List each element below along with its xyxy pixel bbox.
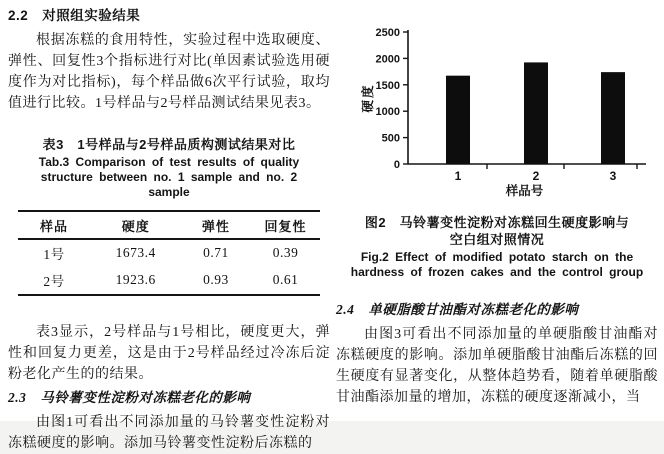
table3 [18, 210, 321, 296]
table3-header-cell: 样品 [18, 211, 91, 239]
left-column [8, 6, 330, 454]
table3-discussion-paragraph: 表3显示，2号样品与1号相比，硬度更大，弹性和回复力更差，这是由于2号样品经过冷冻后淀粉老化产生的的结果。 [8, 325, 330, 382]
table3-row [18, 267, 321, 295]
x-tick-label: 3 [609, 169, 617, 183]
section-2-2-paragraph: 根据冻糕的食用特性，实验过程中选取硬度、弹性、回复性3个指标进行对比(单因素试验选用硬度作为对比指标)，每个样品做6次平行试验，取均值进行比较。1号样品与2号样品测试结果见表3。 [8, 33, 330, 111]
y-tick-label: 0 [393, 159, 400, 171]
x-tick-label: 1 [454, 169, 462, 183]
y-tick-label: 1000 [375, 106, 400, 119]
table3-cell: 1673.4 [115, 245, 156, 260]
table3-header-cell: 硬度 [90, 211, 181, 239]
y-tick-label: 1500 [375, 79, 400, 92]
figure2-bar-chart [336, 18, 658, 200]
table3-caption-en: Tab.3 Comparison of test results of quality structure between no. 1 sample and no. 2 sample [38, 155, 300, 199]
x-tick-label: 2 [532, 169, 540, 183]
chart-bar-sample-2 [524, 62, 548, 164]
table3-cell: 0.61 [272, 272, 299, 287]
table3-row [18, 239, 321, 267]
y-tick-label: 2000 [375, 53, 400, 66]
y-tick-label: 500 [381, 132, 400, 145]
table3-cell: 0.93 [203, 272, 229, 287]
table3-header-row [18, 211, 321, 239]
chart-bar-sample-3 [601, 72, 625, 164]
y-tick-label: 2500 [375, 27, 400, 39]
table3-cell: 2号 [43, 274, 65, 289]
right-column [336, 6, 658, 408]
figure2-caption-zh-line1: 图2 马铃薯变性淀粉对冻糕回生硬度影响与 [364, 215, 630, 230]
table3-cell: 0.71 [203, 245, 229, 260]
section-2-4-heading: 2.4 单硬脂酸甘油酯对冻糕老化的影响 [336, 302, 579, 317]
table3-cell: 0.39 [272, 245, 299, 260]
section-2-4-paragraph: 由图3可看出不同添加量的单硬脂酸甘油酯对冻糕硬度的影响。添加单硬脂酸甘油酯后冻糕的回生硬度有显著变化，从整体趋势看，随着单硬脂酸甘油酯添加量的增加，冻糕的硬度逐渐减小，当 [336, 327, 658, 405]
table3-header-cell: 回复性 [251, 211, 321, 239]
y-axis-title: 硬度 [361, 83, 375, 113]
section-2-2-heading: 2.2 对照组实验结果 [8, 8, 141, 23]
figure2-caption-en: Fig.2 Effect of modified potato starch on the hardness of frozen cakes and the control group [350, 250, 644, 279]
section-2-3-paragraph: 由图1可看出不同添加量的马铃薯变性淀粉对冻糕硬度的影响。添加马铃薯变性淀粉后冻糕的 [8, 415, 330, 451]
figure2-caption-zh-line2: 空白组对照情况 [449, 232, 545, 247]
chart-bar-sample-1 [446, 76, 470, 164]
figure2-caption-zh [336, 214, 658, 248]
table3-cell: 1923.6 [115, 272, 156, 287]
table3-header-cell: 弹性 [181, 211, 251, 239]
x-axis-title: 样品号 [505, 184, 544, 198]
table3-caption-zh: 表3 1号样品与2号样品质构测试结果对比 [42, 137, 296, 152]
section-2-3-heading: 2.3 马铃薯变性淀粉对冻糕老化的影响 [8, 390, 251, 405]
table3-cell: 1号 [43, 247, 65, 262]
